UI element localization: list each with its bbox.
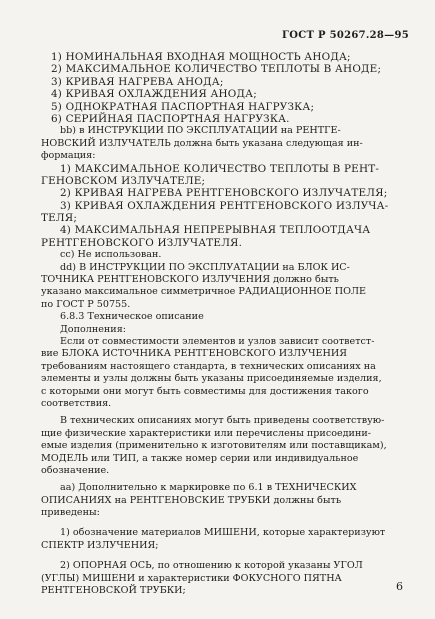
text-line: cc) Не использован. <box>60 249 162 261</box>
text-line: 1) МАКСИМАЛЬНОЕ КОЛИЧЕСТВО ТЕПЛОТЫ В РЕНТ- <box>60 162 380 175</box>
text-line: 5) ОДНОКРАТНАЯ ПАСПОРТНАЯ НАГРУЗКА; <box>51 100 315 113</box>
text-line: элементы и узлы должны быть указаны присоединяемые изделия, <box>41 373 382 385</box>
page-number: 6 <box>396 580 403 593</box>
text-line: емые изделия (применительно к изготовителям или поставщикам), <box>41 440 387 452</box>
text-line: 3) КРИВАЯ ОХЛАЖДЕНИЯ РЕНТГЕНОВСКОГО ИЗЛУЧА- <box>60 199 389 212</box>
text-line: aa) Дополнительно к маркировке по 6.1 в ТЕХНИЧЕСКИХ <box>60 482 357 494</box>
text-line: РЕНТГЕНОВСКОЙ ТРУБКИ; <box>41 585 186 597</box>
page-header <box>282 30 409 41</box>
text-line: 2) КРИВАЯ НАГРЕВА РЕНТГЕНОВСКОГО ИЗЛУЧАТЕЛЯ; <box>60 187 388 200</box>
text-line: формация: <box>41 150 96 162</box>
text-line: 2) МАКСИМАЛЬНОЕ КОЛИЧЕСТВО ТЕПЛОТЫ В АНОДЕ; <box>51 63 382 76</box>
text-line: соответствия. <box>41 397 112 409</box>
text-line: В технических описаниях могут быть приведены соответствую- <box>60 415 385 427</box>
text-line: 1) обозначение материалов МИШЕНИ, которые характеризуют <box>60 527 386 539</box>
text-line: (УГЛЫ) МИШЕНИ и характеристики ФОКУСНОГО ПЯТНА <box>41 572 342 584</box>
text-line: 4) КРИВАЯ ОХЛАЖДЕНИЯ АНОДА; <box>51 88 257 101</box>
text-line: требованиям настоящего стандарта, в технических описаниях на <box>41 360 376 372</box>
text-line: ТОЧНИКА РЕНТГЕНОВСКОГО ИЗЛУЧЕНИЯ должно быть <box>41 274 339 286</box>
text-line: Если от совместимости элементов и узлов зависит соответст- <box>60 335 375 347</box>
section-heading: 6.8.3 Техническое описание <box>60 311 204 323</box>
text-line: Дополнения: <box>60 323 126 335</box>
text-line: с которыми они могут быть совместимы для достижения такого <box>41 385 369 397</box>
text-line: СПЕКТР ИЗЛУЧЕНИЯ; <box>41 539 159 551</box>
text-line: ГЕНОВСКОМ ИЗЛУЧАТЕЛЕ; <box>41 174 206 187</box>
text-line: приведены: <box>41 507 100 519</box>
text-line: РЕНТГЕНОВСКОГО ИЗЛУЧАТЕЛЯ. <box>41 236 243 249</box>
document-body <box>41 51 401 597</box>
standard-designation: ГОСТ Р 50267.28—95 <box>282 30 410 41</box>
text-line: 2) ОПОРНАЯ ОСЬ, по отношению к которой указаны УГОЛ <box>60 560 363 572</box>
text-line: по ГОСТ Р 50755. <box>41 298 131 310</box>
text-line: МОДЕЛЬ или ТИП, а также номер серии или индивидуальное <box>41 452 359 464</box>
text-line: вие БЛОКА ИСТОЧНИКА РЕНТГЕНОВСКОГО ИЗЛУЧЕНИЯ <box>41 348 347 360</box>
text-line: 1) НОМИНАЛЬНАЯ ВХОДНАЯ МОЩНОСТЬ АНОДА; <box>51 51 351 63</box>
text-line: указано максимальное симметричное РАДИАЦИОННОЕ ПОЛЕ <box>41 286 366 298</box>
text-line: 6) СЕРИЙНАЯ ПАСПОРТНАЯ НАГРУЗКА. <box>51 112 290 125</box>
text-line: dd) В ИНСТРУКЦИИ ПО ЭКСПЛУАТАЦИИ на БЛОК ИС- <box>60 261 350 273</box>
text-line: 4) МАКСИМАЛЬНАЯ НЕПРЕРЫВНАЯ ТЕПЛООТДАЧА <box>60 224 371 237</box>
text-line: НОВСКИЙ ИЗЛУЧАТЕЛЬ должна быть указана следующая ин- <box>41 137 363 149</box>
text-line: bb) в ИНСТРУКЦИИ ПО ЭКСПЛУАТАЦИИ на РЕНТГЕ- <box>60 125 341 137</box>
text-line: ТЕЛЯ; <box>41 212 78 225</box>
text-line: 3) КРИВАЯ НАГРЕВА АНОДА; <box>51 75 224 88</box>
text-line: обозначение. <box>41 464 110 476</box>
text-line: ОПИСАНИЯХ на РЕНТГЕНОВСКИЕ ТРУБКИ должны быть <box>41 494 342 506</box>
text-line: щие физические характеристики или перечислены присоедини- <box>41 427 371 439</box>
